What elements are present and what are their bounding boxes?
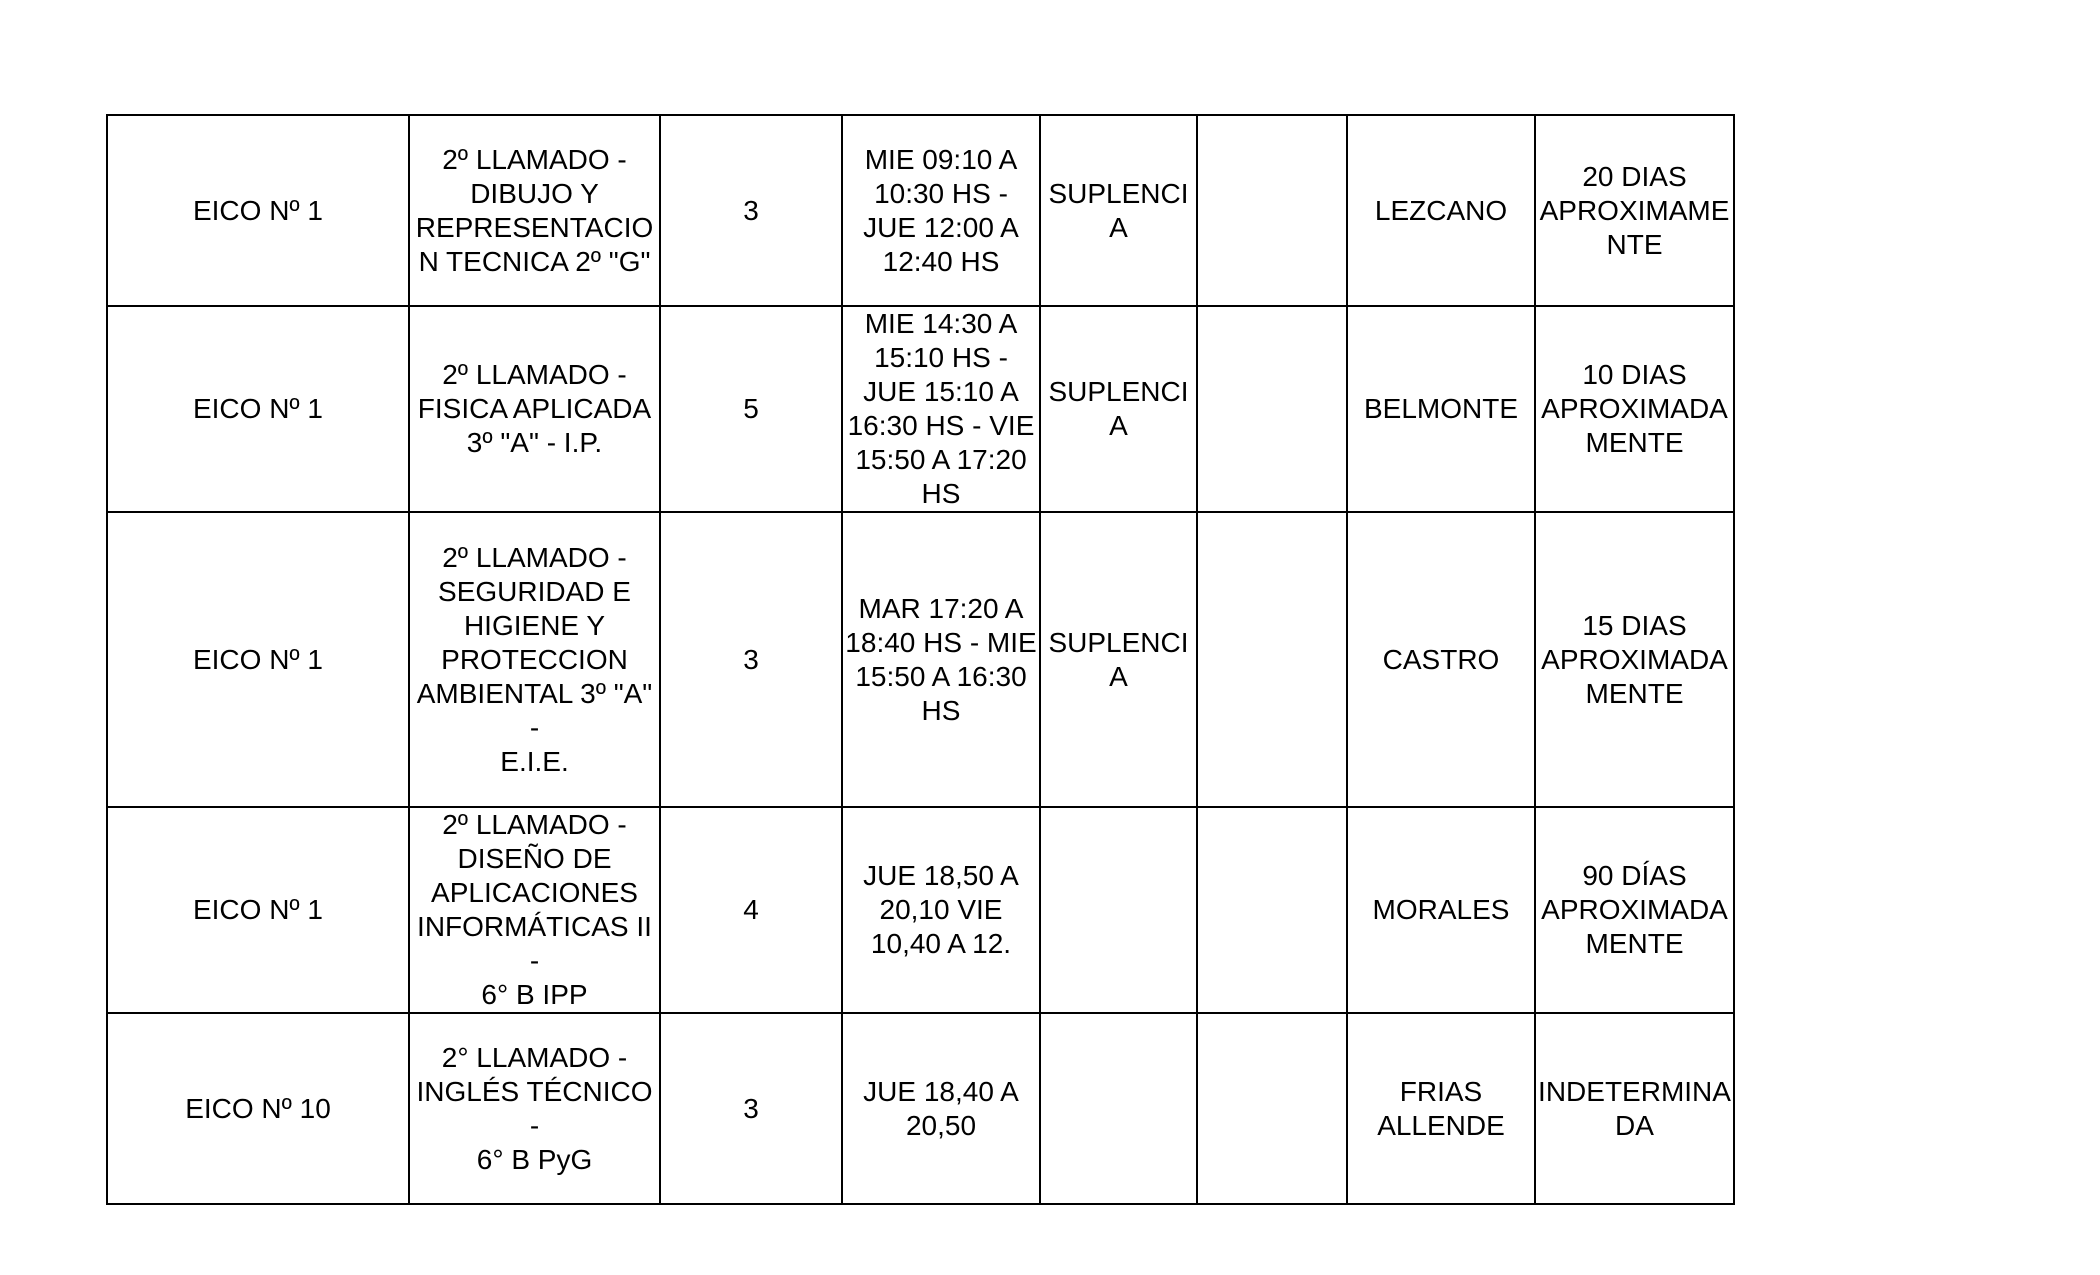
cell-docente: MORALES: [1347, 807, 1535, 1013]
cell-horario: JUE 18,40 A 20,50: [842, 1013, 1040, 1204]
cell-docente: CASTRO: [1347, 512, 1535, 807]
cell-horas: 5: [660, 306, 842, 512]
table-row: [107, 306, 1734, 512]
cell-docente: FRIAS ALLENDE: [1347, 1013, 1535, 1204]
cell-asignatura: 2º LLAMADO - FISICA APLICADA 3º "A" - I.P.: [409, 306, 660, 512]
table-row: [107, 1013, 1734, 1204]
cell-horario: MIE 09:10 A 10:30 HS - JUE 12:00 A 12:40 HS: [842, 115, 1040, 306]
cell-vacio: [1197, 306, 1347, 512]
cell-caracter: [1040, 1013, 1197, 1204]
cell-vacio: [1197, 512, 1347, 807]
cell-escuela: EICO Nº 1: [107, 512, 409, 807]
cell-duracion: 15 DIAS APROXIMADA MENTE: [1535, 512, 1734, 807]
table-row: [107, 807, 1734, 1013]
spreadsheet-table: [106, 114, 1735, 1205]
cell-escuela: EICO Nº 10: [107, 1013, 409, 1204]
cell-vacio: [1197, 807, 1347, 1013]
cell-asignatura: 2º LLAMADO - SEGURIDAD E HIGIENE Y PROTECCION AMBIENTAL 3º "A" - E.I.E.: [409, 512, 660, 807]
cell-caracter: SUPLENCI A: [1040, 512, 1197, 807]
cell-docente: LEZCANO: [1347, 115, 1535, 306]
cell-horas: 3: [660, 115, 842, 306]
table-row: [107, 115, 1734, 306]
cell-horas: 3: [660, 512, 842, 807]
cell-caracter: SUPLENCI A: [1040, 115, 1197, 306]
cell-horario: JUE 18,50 A 20,10 VIE 10,40 A 12.: [842, 807, 1040, 1013]
cell-asignatura: 2° LLAMADO - INGLÉS TÉCNICO - 6° B PyG: [409, 1013, 660, 1204]
cell-escuela: EICO Nº 1: [107, 306, 409, 512]
cell-escuela: EICO Nº 1: [107, 115, 409, 306]
cell-duracion: 20 DIAS APROXIMAME NTE: [1535, 115, 1734, 306]
cell-horas: 4: [660, 807, 842, 1013]
cell-escuela: EICO Nº 1: [107, 807, 409, 1013]
cell-horario: MAR 17:20 A 18:40 HS - MIE 15:50 A 16:30 HS: [842, 512, 1040, 807]
cell-duracion: INDETERMINA DA: [1535, 1013, 1734, 1204]
cell-asignatura: 2º LLAMADO - DIBUJO Y REPRESENTACIO N TECNICA 2º "G": [409, 115, 660, 306]
cell-vacio: [1197, 1013, 1347, 1204]
cell-vacio: [1197, 115, 1347, 306]
cell-caracter: [1040, 807, 1197, 1013]
cell-duracion: 90 DÍAS APROXIMADA MENTE: [1535, 807, 1734, 1013]
cell-horas: 3: [660, 1013, 842, 1204]
cell-horario: MIE 14:30 A 15:10 HS - JUE 15:10 A 16:30 HS - VIE 15:50 A 17:20 HS: [842, 306, 1040, 512]
cell-caracter: SUPLENCI A: [1040, 306, 1197, 512]
cell-asignatura: 2º LLAMADO - DISEÑO DE APLICACIONES INFORMÁTICAS II - 6° B IPP: [409, 807, 660, 1013]
cell-duracion: 10 DIAS APROXIMADA MENTE: [1535, 306, 1734, 512]
table-row: [107, 512, 1734, 807]
cell-docente: BELMONTE: [1347, 306, 1535, 512]
